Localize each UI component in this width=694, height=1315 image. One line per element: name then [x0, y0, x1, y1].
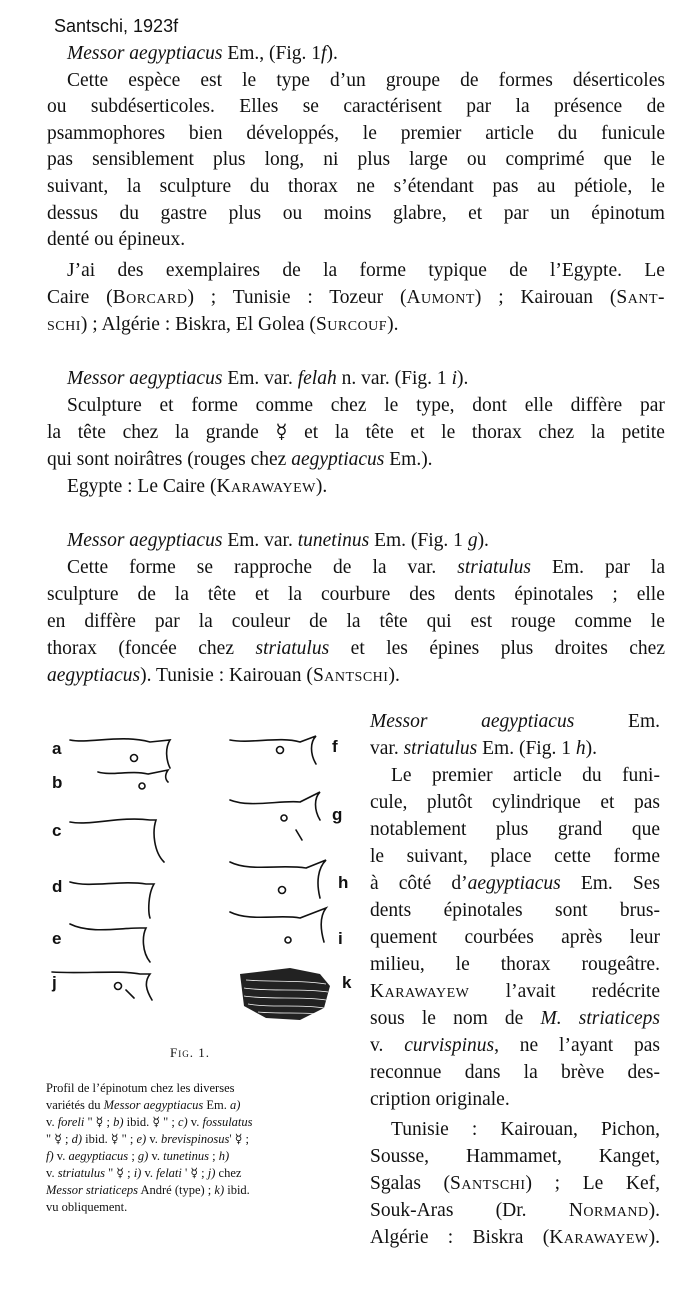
word: la [523, 1062, 538, 1083]
body-line: qui sont noirâtres (rouges chez aegyptiacus Em.). [47, 449, 433, 470]
caption-segment: v. [187, 1115, 203, 1129]
word: la [590, 422, 605, 443]
body-line [67, 69, 665, 93]
caption-segment: b) [113, 1115, 124, 1129]
word: de [460, 70, 479, 91]
word: subdéserticoles. [90, 96, 215, 117]
figure-title: Fig. 1. [170, 1045, 210, 1060]
caption-segment: Profil de l’épinotum chez les diverses [46, 1081, 235, 1095]
word: dents [370, 900, 412, 921]
body-line [370, 926, 660, 950]
body-line [47, 122, 665, 146]
word: exemplaires [165, 260, 261, 281]
word: ni [323, 149, 339, 170]
word: et [159, 395, 174, 416]
word: de [646, 96, 665, 117]
word: de [282, 260, 301, 281]
svg-text:c: c [52, 821, 62, 840]
word: espèce [128, 70, 181, 91]
body-line [47, 148, 665, 172]
body-line [67, 259, 665, 283]
word: s’étendant [393, 176, 474, 197]
caption-segment: " ☿ ; [104, 1166, 134, 1180]
word: type [276, 70, 310, 91]
body-line [391, 764, 660, 788]
body-line: Algérie : Biskra (Karawayew). [370, 1227, 660, 1248]
word: la [323, 260, 338, 281]
word: le [650, 176, 665, 197]
word: de [137, 584, 156, 605]
svg-text:a: a [52, 739, 62, 758]
word: déserticoles [572, 70, 665, 91]
body-line: denté ou épineux. [47, 229, 186, 250]
word: est [200, 70, 223, 91]
word: des [409, 584, 436, 605]
word: le [455, 954, 470, 975]
caption-segment: k) [214, 1183, 225, 1197]
source-citation: Santschi, 1923f [54, 16, 179, 36]
word: groupe [385, 70, 441, 91]
svg-text:g: g [332, 805, 343, 824]
caption-segment: vu obliquement. [46, 1200, 128, 1214]
caption-segment: v. [46, 1115, 58, 1129]
figure-1-epinotum-profiles [30, 712, 370, 1032]
word: comme [574, 611, 632, 632]
word: J’ai [67, 260, 96, 281]
word: le [242, 70, 257, 91]
word: d’un [330, 70, 366, 91]
word: grand [557, 819, 603, 840]
word: cule, [370, 792, 408, 813]
word: la [126, 176, 141, 197]
profile-d [70, 882, 154, 918]
word: comprimé [505, 149, 585, 170]
caption-segment: ; [128, 1149, 138, 1163]
word: l’Egypte. [549, 260, 622, 281]
word: brus- [619, 900, 660, 921]
caption-segment: felati [156, 1166, 182, 1180]
caption-line [46, 1148, 229, 1165]
caption-segment: aegyptiacus [68, 1149, 129, 1163]
word: ou [47, 96, 67, 117]
word: par [154, 611, 180, 632]
word: le [370, 846, 385, 867]
body-line [67, 394, 665, 418]
word: tête [77, 422, 106, 443]
word: la [287, 584, 303, 605]
section-title-aegyptiacus: Messor aegyptiacus Em., (Fig. 1f). [67, 43, 338, 64]
word: Pichon, [600, 1119, 660, 1140]
svg-text:h: h [338, 873, 349, 892]
profile-c [70, 819, 164, 862]
word: est [470, 611, 493, 632]
profile-b [98, 770, 168, 782]
word: article [513, 765, 562, 786]
body-line: aegyptiacus). Tunisie : Kairouan (Santschi). [47, 665, 400, 686]
caption-segment: v. [141, 1166, 157, 1180]
word: dont [472, 395, 507, 416]
caption-segment: brevispinosus [161, 1132, 230, 1146]
word: Tunisie [391, 1119, 449, 1140]
caption-segment: v. [46, 1166, 58, 1180]
caption-segment: striatulus [57, 1166, 105, 1180]
caption-segment: Em. [203, 1098, 230, 1112]
body-line: schi) ; Algérie : Biskra, El Golea (Surcouf). [47, 314, 399, 335]
word: notablement [370, 819, 467, 840]
body-line: Sgalas (Santschi) ; Le Kef, [370, 1173, 660, 1194]
word: typique [428, 260, 487, 281]
body-line: v. curvispinus, ne l’ayant pas [370, 1035, 660, 1056]
word: épinotum [591, 203, 665, 224]
word: tête [379, 611, 408, 632]
body-line: Karawayew l’avait redécrite [370, 981, 660, 1002]
caption-segment: " ☿ ; [46, 1132, 72, 1146]
word: la [174, 584, 189, 605]
word: la [346, 611, 361, 632]
body-line [370, 1061, 660, 1085]
caption-line [46, 1114, 253, 1131]
word: couleur [231, 611, 291, 632]
word: suivant, [47, 176, 109, 197]
word: glabre, [392, 203, 447, 224]
caption-segment: " ☿ ; [84, 1115, 114, 1129]
word: brève [560, 1062, 605, 1083]
word: diffère [570, 395, 623, 416]
word: thorax [500, 954, 551, 975]
word: plus [495, 819, 529, 840]
word: le [441, 422, 456, 443]
word: place [490, 846, 532, 867]
svg-text:j: j [52, 973, 57, 992]
word: plus [228, 203, 262, 224]
word: ; [612, 584, 618, 605]
word: sensiblement [92, 149, 194, 170]
word: Le [644, 260, 665, 281]
word: cette [554, 846, 591, 867]
word: pas [492, 176, 519, 197]
svg-text:i: i [338, 929, 343, 948]
body-line [370, 1145, 660, 1169]
word: que [631, 819, 660, 840]
profile-i [230, 908, 326, 942]
word: pas [47, 149, 73, 170]
word: courbées [464, 927, 534, 948]
profile-k-oblique [240, 968, 330, 1020]
caption-segment: d) [71, 1132, 83, 1146]
word: le [650, 611, 665, 632]
caption-segment: g) [137, 1149, 149, 1163]
word: leur [629, 927, 660, 948]
word: du [582, 765, 602, 786]
word: et [304, 422, 319, 443]
word: que [603, 149, 632, 170]
word: par [639, 395, 665, 416]
word: moins [323, 203, 372, 224]
word: et [254, 584, 270, 605]
body-line: Egypte : Le Caire (Karawayew). [67, 476, 328, 497]
word: psammophores [47, 123, 166, 144]
word: après [561, 927, 603, 948]
body-line [47, 95, 665, 119]
caption-line [46, 1080, 235, 1097]
word: tête [207, 584, 236, 605]
caption-segment: v. [148, 1149, 164, 1163]
word: elle [524, 395, 553, 416]
profile-j [52, 972, 152, 1000]
caption-segment: e) [136, 1132, 147, 1146]
body-line [370, 845, 660, 869]
svg-text:f: f [332, 737, 338, 756]
word: épinotales [443, 900, 523, 921]
word: le [384, 395, 399, 416]
word: épinotales [514, 584, 594, 605]
word: formes [498, 70, 553, 91]
word: long, [264, 149, 305, 170]
word: qui [426, 611, 452, 632]
caption-segment: ; [209, 1149, 219, 1163]
word: dents [454, 584, 496, 605]
caption-segment: chez [215, 1166, 242, 1180]
word: sculpture [159, 176, 232, 197]
caption-segment: c) [177, 1115, 188, 1129]
section-title-striatulus: Messor aegyptiacus Em. [370, 711, 660, 732]
word: par [503, 203, 529, 224]
word: type, [416, 395, 455, 416]
word: Sculpture [67, 395, 142, 416]
word: chez [538, 422, 575, 443]
word: forme [359, 260, 407, 281]
word: rouge [511, 611, 556, 632]
caption-segment: i) [133, 1166, 142, 1180]
caption-segment: v. [53, 1149, 69, 1163]
caption-segment: ibid. ☿ " ; [82, 1132, 137, 1146]
word: bien [188, 123, 223, 144]
word: ☿ [275, 422, 288, 443]
word: la [198, 611, 213, 632]
word: Le [391, 765, 412, 786]
body-line: à côté d’aegyptiacus Em. Ses [370, 873, 660, 894]
word: la [47, 422, 62, 443]
word: des- [627, 1062, 660, 1083]
word: tête [365, 422, 394, 443]
word: thorax [471, 422, 522, 443]
caption-segment: foreli [57, 1115, 85, 1129]
word: plus [213, 149, 246, 170]
body-line [370, 953, 660, 977]
body-line: Souk-Aras (Dr. Normand). [370, 1200, 660, 1221]
section-title-tunetinus: Messor aegyptiacus Em. var. tunetinus Em. (Fig. 1 g). [67, 530, 489, 551]
body-line: Caire (Borcard) ; Tunisie : Tozeur (Aumont) ; Kairouan (Sant- [47, 287, 665, 308]
caption-segment: Messor aegyptiacus [103, 1098, 204, 1112]
word: présence [554, 96, 623, 117]
profile-h [230, 860, 326, 898]
word: Kanget, [598, 1146, 660, 1167]
caption-segment: variétés du [46, 1098, 104, 1112]
body-line [370, 791, 660, 815]
caption-line [46, 1199, 127, 1216]
word: Elles [239, 96, 279, 117]
profile-a [70, 739, 170, 768]
caption-segment: ibid. [224, 1183, 250, 1197]
word: pétiole, [574, 176, 633, 197]
word: chez [122, 422, 159, 443]
word: cylindrique [491, 792, 581, 813]
word: la [174, 422, 190, 443]
word: plutôt [426, 792, 473, 813]
caption-segment: j) [207, 1166, 216, 1180]
word: forme [613, 846, 660, 867]
word: ne [356, 176, 375, 197]
word: premier [431, 765, 493, 786]
word: et [468, 203, 483, 224]
body-line [47, 583, 665, 607]
word: comme [255, 395, 314, 416]
svg-text:b: b [52, 773, 63, 792]
caption-segment: ' ☿ ; [181, 1166, 208, 1180]
caption-segment: fossulatus [202, 1115, 253, 1129]
caption-segment: tunetinus [163, 1149, 210, 1163]
word: chez [330, 395, 367, 416]
word: au [537, 176, 556, 197]
profile-f [230, 736, 316, 764]
caption-line [46, 1182, 250, 1199]
word: la [515, 96, 530, 117]
body-line [47, 175, 665, 199]
word: funicule [601, 123, 665, 144]
word: petite [621, 422, 665, 443]
word: par [466, 96, 492, 117]
svg-text:d: d [52, 877, 63, 896]
word: du [557, 123, 578, 144]
word: reconnue [370, 1062, 442, 1083]
caption-segment: v. [146, 1132, 162, 1146]
body-line [370, 818, 660, 842]
profile-g [230, 792, 320, 820]
word: des [117, 260, 144, 281]
word: Kairouan, [500, 1119, 578, 1140]
body-line [47, 421, 665, 445]
word: caractérisent [343, 96, 442, 117]
caption-segment: Messor striaticeps [46, 1183, 139, 1197]
word: le [362, 123, 377, 144]
word: forme [191, 395, 238, 416]
caption-segment: André (type) ; [138, 1183, 215, 1197]
word: de [309, 611, 328, 632]
word: grande [205, 422, 259, 443]
svg-text:e: e [52, 929, 62, 948]
word: diffère [84, 611, 136, 632]
caption-segment: ' ☿ ; [229, 1132, 249, 1146]
word: et [410, 422, 425, 443]
word: ou [466, 149, 487, 170]
word: funi- [622, 765, 660, 786]
word: premier [400, 123, 462, 144]
word: sculpture [47, 584, 119, 605]
word: Hammamet, [466, 1146, 562, 1167]
body-line [47, 202, 665, 226]
word: rougeâtre. [581, 954, 660, 975]
figure-drawing [30, 712, 370, 1032]
caption-segment: h) [218, 1149, 230, 1163]
word: thorax [288, 176, 338, 197]
word: du [249, 176, 270, 197]
svg-text:k: k [342, 973, 352, 992]
word: plus [357, 149, 391, 170]
word: en [47, 611, 66, 632]
word: dans [464, 1062, 501, 1083]
body-line [370, 899, 660, 923]
caption-segment: a) [230, 1098, 241, 1112]
body-line: thorax (foncée chez striatulus et les épines plus droites chez [47, 638, 665, 659]
caption-line [46, 1097, 240, 1114]
word: le [650, 149, 665, 170]
word: elle [636, 584, 665, 605]
body-line [47, 610, 665, 634]
word: un [550, 203, 570, 224]
caption-line [46, 1131, 249, 1148]
body-line: sous le nom de M. striaticeps [370, 1008, 660, 1029]
body-line: Cette forme se rapproche de la var. striatulus Em. par la [67, 557, 665, 578]
word: ou [282, 203, 303, 224]
word: large [409, 149, 448, 170]
word: et [600, 792, 615, 813]
section-title-felah: Messor aegyptiacus Em. var. felah n. var. (Fig. 1 i). [67, 368, 469, 389]
word: sont [555, 900, 588, 921]
word: Sousse, [370, 1146, 430, 1167]
word: du [119, 203, 139, 224]
word: pas [633, 792, 660, 813]
word: se [302, 96, 319, 117]
word: : [471, 1119, 478, 1140]
word: milieu, [370, 954, 425, 975]
word: courbure [321, 584, 391, 605]
section-title-striatulus-cont: var. striatulus Em. (Fig. 1 h). [370, 738, 597, 759]
word: développés, [246, 123, 339, 144]
word: quement [370, 927, 438, 948]
caption-segment: ibid. ☿ " ; [123, 1115, 178, 1129]
caption-line [46, 1165, 241, 1182]
word: suivant, [406, 846, 468, 867]
profile-e [70, 924, 150, 962]
body-line [391, 1118, 660, 1142]
word: gastre [160, 203, 208, 224]
caption-segment: f) [46, 1149, 54, 1163]
body-line: cription originale. [370, 1089, 510, 1110]
word: dessus [47, 203, 98, 224]
word: la [334, 422, 349, 443]
word: article [485, 123, 534, 144]
word: Cette [67, 70, 109, 91]
word: de [509, 260, 528, 281]
